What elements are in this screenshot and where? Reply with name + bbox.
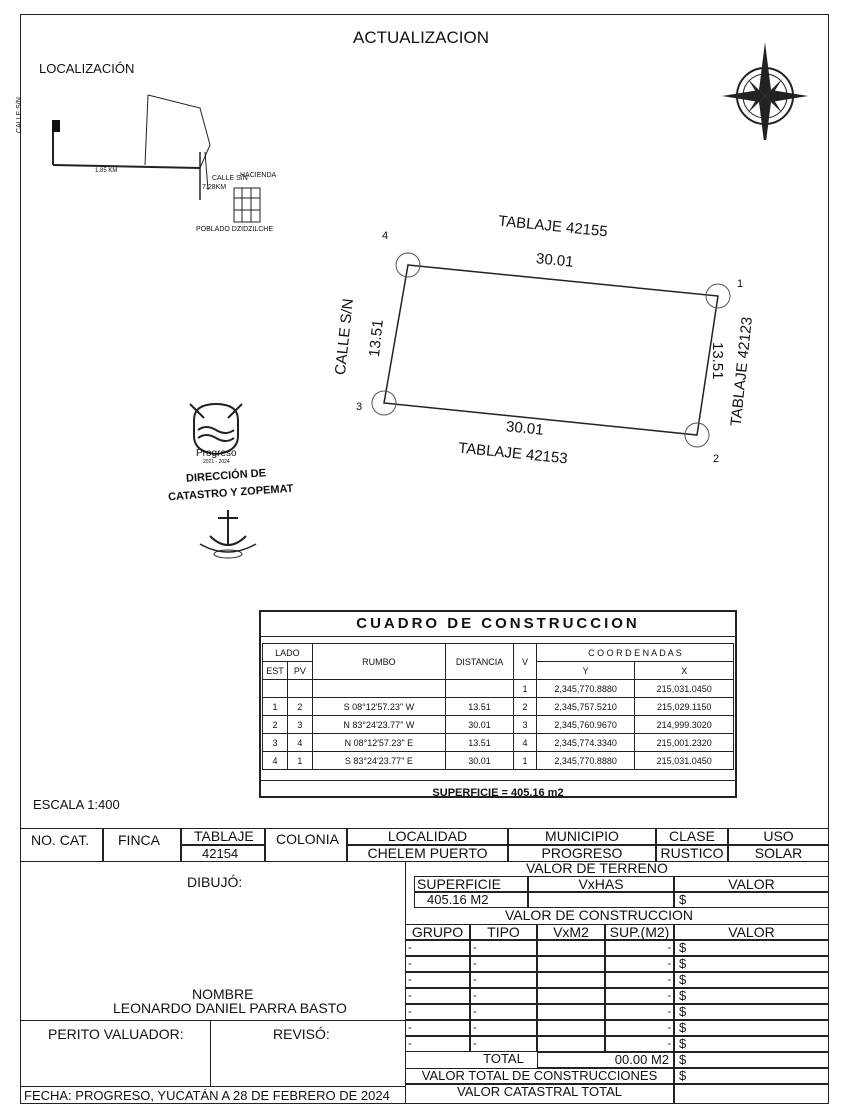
divider <box>20 1020 405 1021</box>
cuadro-table <box>262 643 734 770</box>
construccion-cell: - <box>470 1036 537 1052</box>
municipio-value: PROGRESO <box>508 845 656 862</box>
reviso-label: REVISÓ: <box>273 1026 330 1042</box>
construccion-cell <box>537 1004 605 1020</box>
h-coordenadas: C O O R D E N A D A S <box>536 644 733 662</box>
construccion-cell <box>537 940 605 956</box>
construccion-cell: $ <box>674 956 829 972</box>
construccion-cell <box>537 956 605 972</box>
vertex-3: 3 <box>356 401 363 413</box>
localizacion-label: LOCALIZACIÓN <box>39 61 135 76</box>
loc-calle-2: CALLE S/N <box>212 175 248 182</box>
construccion-cell: - <box>470 988 537 1004</box>
table-row: 1 2 S 08°12'57.23" W 13.51 2 2,345,757.5210 215,029.1150 <box>263 698 734 716</box>
construccion-cell: $ <box>674 1036 829 1052</box>
clase-label: CLASE <box>656 828 728 845</box>
construccion-cell <box>537 988 605 1004</box>
h-y: Y <box>536 662 635 680</box>
cuadro-title: CUADRO DE CONSTRUCCION <box>261 612 735 637</box>
plot-north-label: TABLAJE 42155 <box>497 212 609 241</box>
h-distancia: DISTANCIA <box>445 644 513 680</box>
construccion-cell: - <box>470 972 537 988</box>
h-v: V <box>514 644 537 680</box>
construccion-cell: $ <box>674 1004 829 1020</box>
valor-terreno-value: $ <box>674 892 829 908</box>
total-dollar: $ <box>674 1052 829 1068</box>
dibujo-label: DIBUJÓ: <box>187 874 243 890</box>
construccion-cell: - <box>605 956 674 972</box>
h-lado: LADO <box>263 644 313 662</box>
escala: ESCALA 1:400 <box>33 797 120 812</box>
seal-town: Progreso <box>196 448 237 459</box>
construccion-cell: - <box>605 940 674 956</box>
total-value: 00.00 M2 <box>537 1052 674 1068</box>
uso-label: USO <box>728 828 829 845</box>
colonia-label: COLONIA <box>265 828 347 862</box>
valor-label: VALOR <box>674 876 829 892</box>
loc-distance-2: 7.28KM <box>202 184 227 191</box>
vxhas-value <box>528 892 674 908</box>
page-title: ACTUALIZACION <box>353 28 490 47</box>
construccion-cell: $ <box>674 940 829 956</box>
sup-header: SUP.(M2) <box>605 924 674 940</box>
vertex-4: 4 <box>382 230 389 242</box>
seal-line-2: CATASTRO Y ZOPEMAT <box>167 482 294 504</box>
seal-line-1: DIRECCIÓN DE <box>185 467 267 485</box>
nombre-value: LEONARDO DANIEL PARRA BASTO <box>113 1000 347 1016</box>
tablaje-value: 42154 <box>181 845 265 862</box>
construccion-cell: - <box>605 1020 674 1036</box>
seal-years: 2021 - 2024 <box>203 459 230 465</box>
plot-left-length: 13.51 <box>366 318 387 358</box>
table-row: 4 1 S 83°24'23.77" E 30.01 1 2,345,770.8880 215,031.0450 <box>263 752 734 770</box>
construccion-cell: - <box>405 1020 470 1036</box>
construccion-cell: - <box>605 988 674 1004</box>
plot-bottom-length: 30.01 <box>505 418 545 439</box>
grupo-header: GRUPO <box>405 924 470 940</box>
loc-distance-1: 1.85 KM <box>95 168 118 174</box>
valor-terreno-title: VALOR DE TERRENO <box>526 860 668 876</box>
construccion-cell: - <box>470 1004 537 1020</box>
seal-anchor-icon <box>196 506 260 560</box>
loc-calle-label: CALLE S/N <box>16 97 23 133</box>
localidad-value: CHELEM PUERTO <box>347 845 508 862</box>
construccion-cell: - <box>605 1004 674 1020</box>
table-row: 1 2,345,770.8880 215,031.0450 <box>263 680 734 698</box>
construccion-cell <box>537 1036 605 1052</box>
construccion-cell: - <box>405 956 470 972</box>
construccion-cell: - <box>405 1036 470 1052</box>
divider <box>210 1020 211 1086</box>
table-row: 2 3 N 83°24'23.77" W 30.01 3 2,345,760.9670 214,999.3020 <box>263 716 734 734</box>
divider <box>20 1086 405 1087</box>
plot-west-label: CALLE S/N <box>332 297 357 376</box>
construccion-cell <box>537 1020 605 1036</box>
construccion-cell: - <box>405 988 470 1004</box>
construccion-cell: - <box>470 1020 537 1036</box>
construccion-cell: - <box>405 1004 470 1020</box>
total-label: TOTAL <box>483 1052 524 1066</box>
construccion-cell: $ <box>674 972 829 988</box>
valor-catastral-total-value <box>674 1084 829 1104</box>
valor-header: VALOR <box>674 924 829 940</box>
construccion-cell: - <box>470 956 537 972</box>
valor-total-construcciones-label: VALOR TOTAL DE CONSTRUCCIONES <box>405 1068 674 1084</box>
superficie-value: 405.16 M2 <box>414 892 528 908</box>
h-pv: PV <box>287 662 312 680</box>
loc-hacienda: HACIENDA <box>240 172 277 179</box>
finca-label: FINCA <box>103 828 181 862</box>
construccion-cell: - <box>470 940 537 956</box>
loc-poblado: POBLADO DZIDZILCHE <box>196 226 274 233</box>
h-rumbo: RUMBO <box>312 644 445 680</box>
municipio-label: MUNICIPIO <box>508 828 656 845</box>
construccion-cell: - <box>405 972 470 988</box>
perito-label: PERITO VALUADOR: <box>48 1026 184 1042</box>
cuadro-construccion <box>259 610 737 798</box>
tablaje-label: TABLAJE <box>181 828 265 845</box>
plot-drawing <box>360 245 740 455</box>
fecha: FECHA: PROGRESO, YUCATÁN A 28 DE FEBRERO DE 2024 <box>24 1088 390 1103</box>
construccion-cell: $ <box>674 1020 829 1036</box>
construccion-cell: $ <box>674 988 829 1004</box>
plot-top-length: 30.01 <box>535 250 575 271</box>
plot-south-label: TABLAJE 42153 <box>457 439 569 468</box>
plot-right-length: 13.51 <box>709 342 726 380</box>
clase-value: RUSTICO <box>656 845 728 862</box>
valor-total-construcciones-value: $ <box>674 1068 829 1084</box>
h-x: X <box>635 662 734 680</box>
plot-east-label: TABLAJE 42123 <box>727 316 756 428</box>
h-est: EST <box>263 662 288 680</box>
construccion-cell <box>537 972 605 988</box>
nombre-label: NOMBRE <box>192 986 254 1002</box>
vertex-2: 2 <box>713 453 720 465</box>
valor-construccion-title: VALOR DE CONSTRUCCION <box>505 907 693 923</box>
location-sketch <box>20 90 310 240</box>
construccion-cell: - <box>405 940 470 956</box>
construccion-cell: - <box>605 972 674 988</box>
cuadro-superficie: SUPERFICIE = 405.16 m2 <box>261 780 735 799</box>
table-row: 3 4 N 08°12'57.23" E 13.51 4 2,345,774.3340 215,001.2320 <box>263 734 734 752</box>
compass-rose-icon <box>722 40 808 140</box>
vxm2-header: VxM2 <box>537 924 605 940</box>
no-cat-label: NO. CAT. <box>20 828 103 862</box>
vxhas-label: VxHAS <box>528 876 674 892</box>
vertex-1: 1 <box>737 278 744 290</box>
uso-value: SOLAR <box>728 845 829 862</box>
localidad-label: LOCALIDAD <box>347 828 508 845</box>
valor-catastral-total-label: VALOR CATASTRAL TOTAL <box>405 1084 674 1104</box>
tipo-header: TIPO <box>470 924 537 940</box>
construccion-cell: - <box>605 1036 674 1052</box>
superficie-label: SUPERFICIE <box>414 876 528 892</box>
